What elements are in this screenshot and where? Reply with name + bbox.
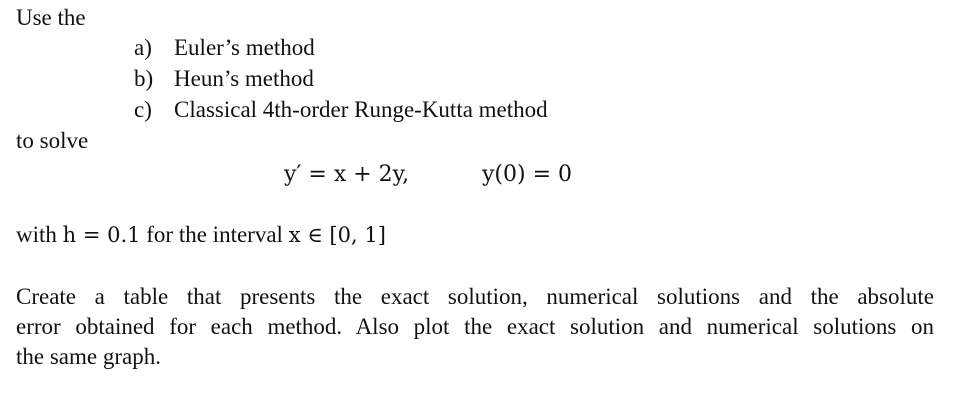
step-middle: for the interval (140, 222, 289, 247)
method-item-euler (134, 34, 315, 62)
instructions-line: Create a table that presents the exact solution, numerical solutions and the absolute (16, 284, 934, 309)
method-marker: a) (134, 35, 152, 60)
method-label: Euler’s method (174, 35, 315, 60)
method-label: Classical 4th-order Runge-Kutta method (174, 97, 548, 122)
method-item-rk4 (134, 96, 548, 124)
intro-text: Use the (16, 5, 86, 30)
method-marker: c) (134, 97, 152, 122)
method-marker: b) (134, 66, 154, 91)
step-size-expr: h = 0.1 (62, 223, 141, 247)
instructions-line: the same graph. (16, 344, 161, 369)
method-item-heun (134, 65, 314, 93)
instructions-paragraph (16, 282, 934, 372)
step-prefix: with (16, 222, 63, 247)
ode-equation: y′ = x + 2y, (284, 162, 410, 187)
interval-expr: x ∈ [0, 1] (288, 223, 386, 247)
step-size-line (16, 221, 386, 249)
to-solve-text: to solve (16, 128, 89, 153)
initial-condition: y(0) = 0 (482, 162, 573, 187)
method-label: Heun’s method (174, 66, 314, 91)
instructions-line: error obtained for each method. Also plot the exact solution and numerical solutions on (16, 314, 934, 339)
